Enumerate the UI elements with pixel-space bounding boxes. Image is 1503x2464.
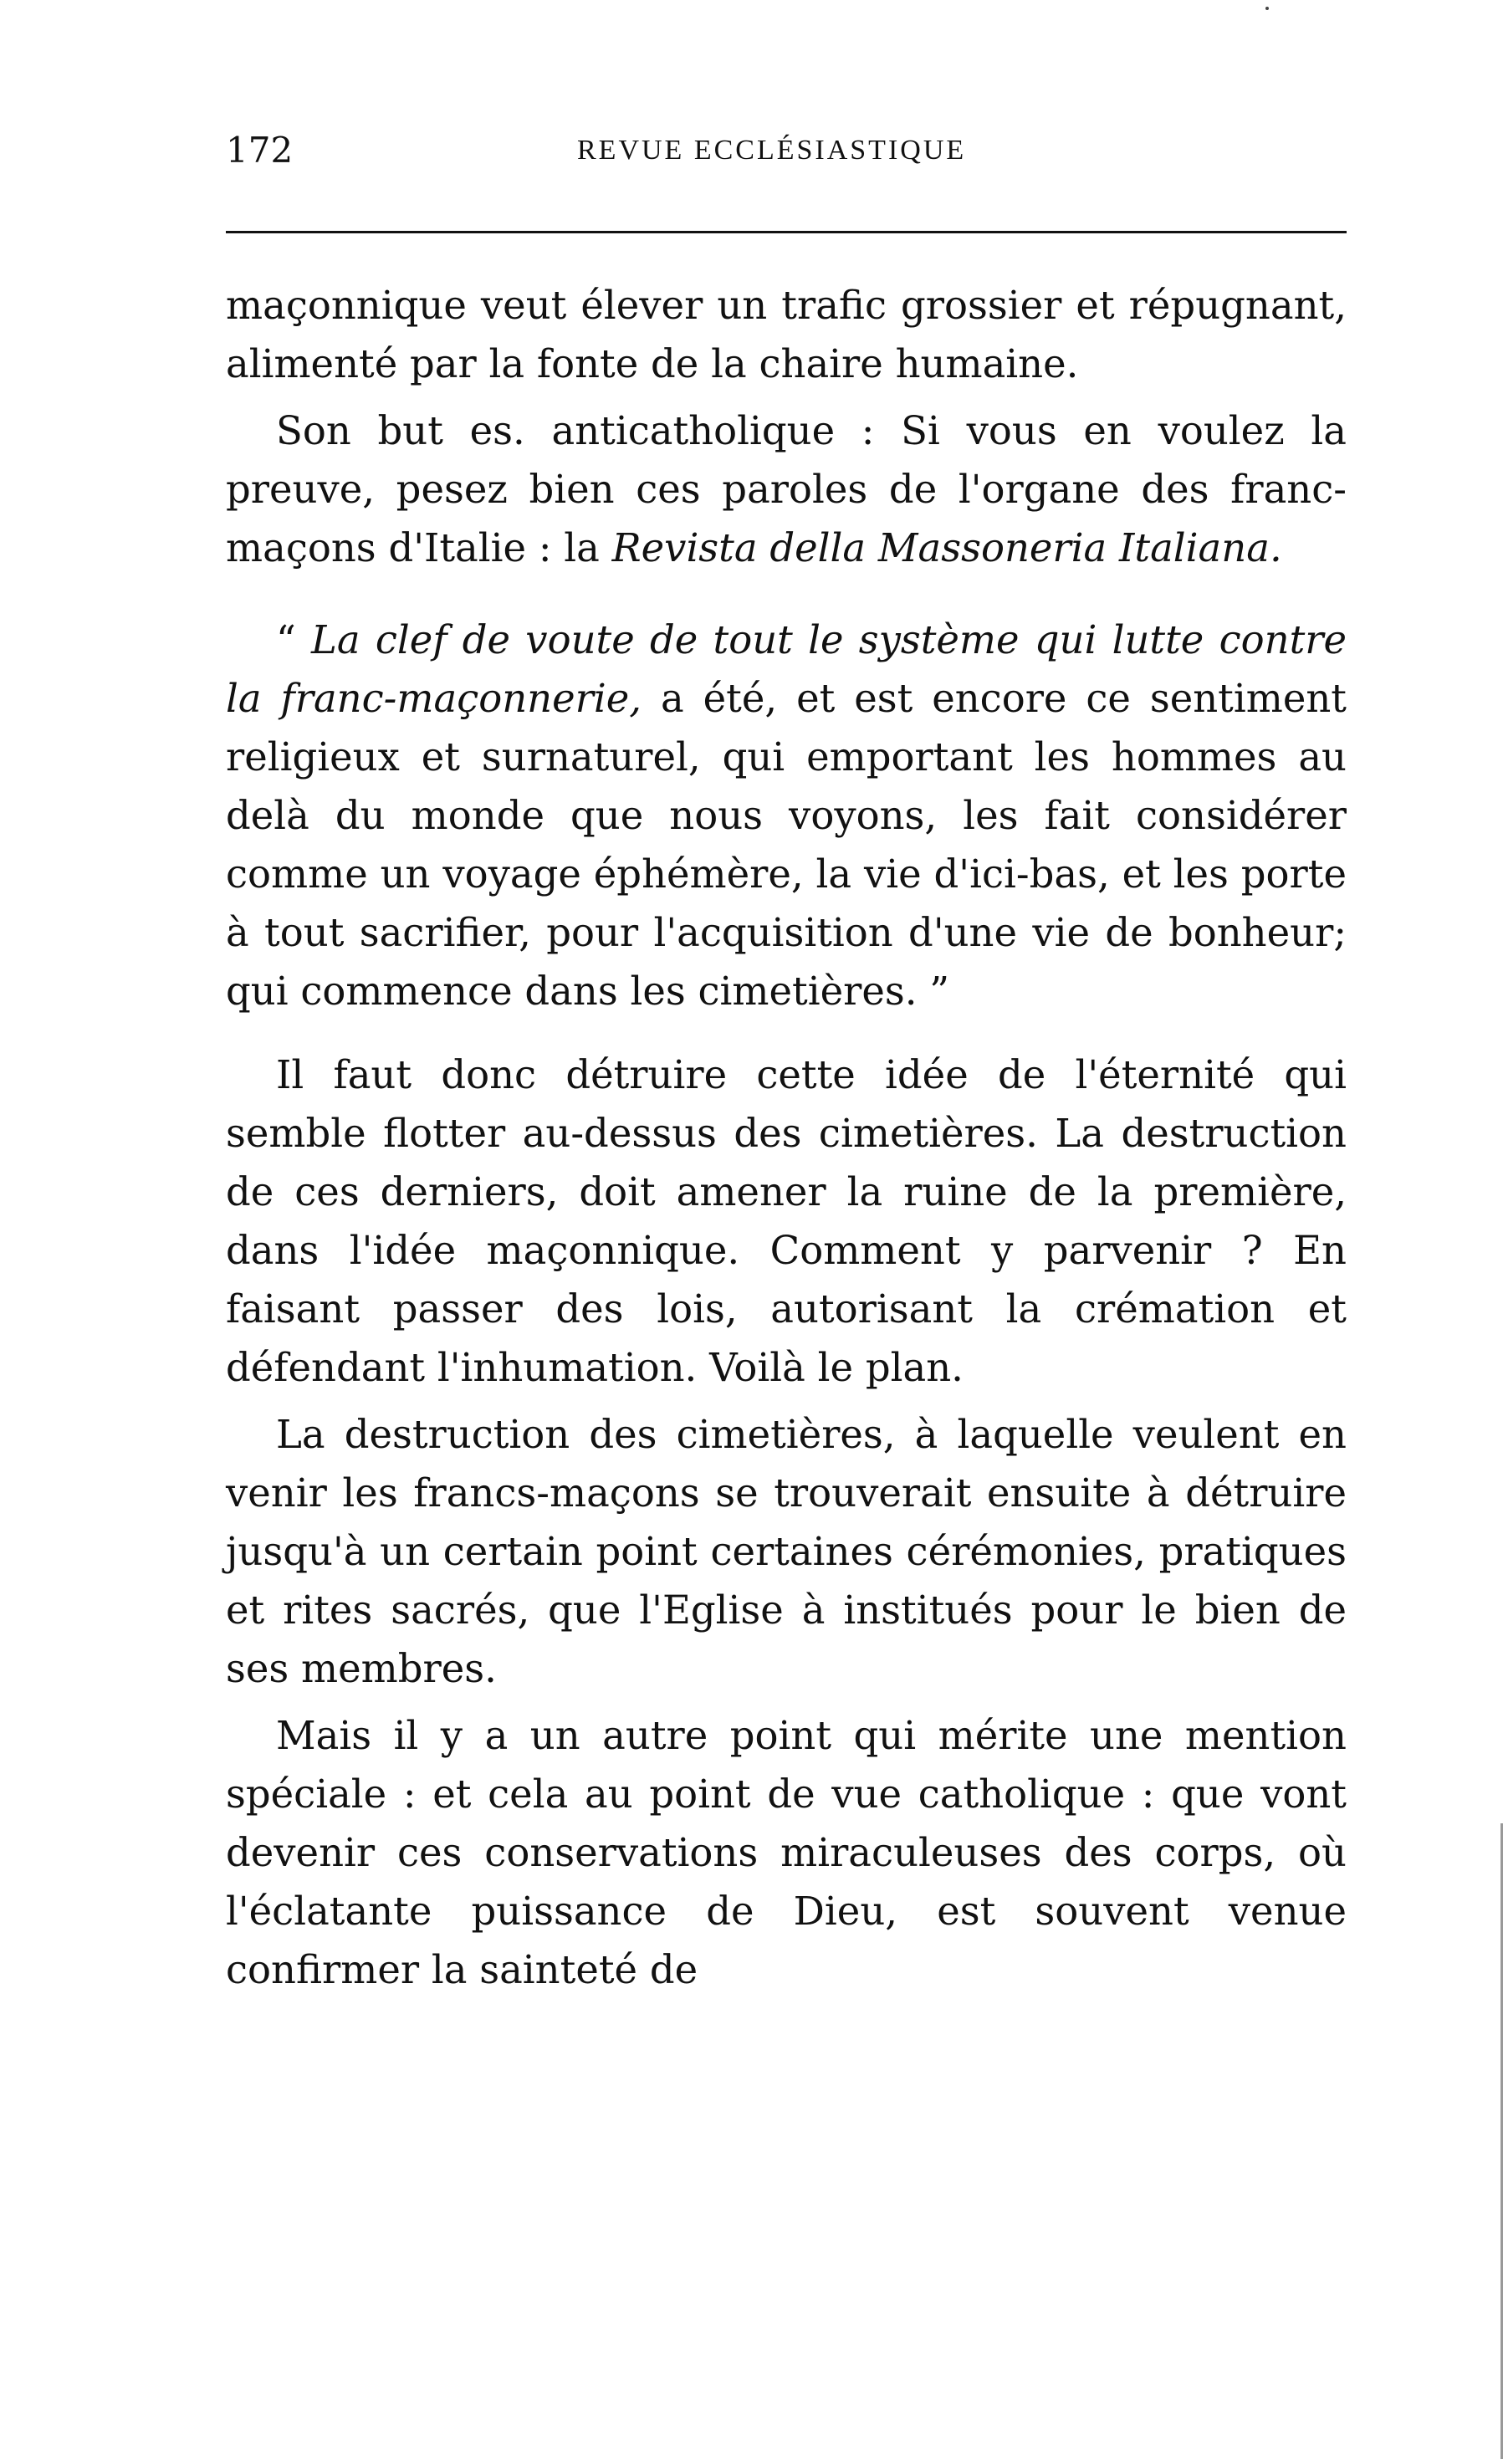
paragraph bbox=[226, 1045, 1347, 1397]
header-rule bbox=[226, 231, 1347, 233]
scan-mark bbox=[1265, 7, 1269, 10]
paragraph bbox=[226, 276, 1347, 393]
paragraph-text: Mais il y a un autre point qui mérite une mention spéciale : et cela au point de vue catholique : que vont devenir ces conservations miraculeuses des corps, où l'éclatante puissance de Dieu, est souvent venue confirmer la sainteté de bbox=[226, 1713, 1347, 1992]
quotation bbox=[226, 611, 1347, 1020]
open-quote: “ bbox=[276, 617, 312, 662]
paragraph bbox=[226, 1706, 1347, 1999]
paragraph-text: Son but es. anticatholique : Si vous en voulez la preuve, pesez bien ces paroles de l'organe des franc-maçons d'Italie : la bbox=[226, 408, 1347, 570]
quotation-italic: La clef de voute de tout le système qui lutte contre la franc-maçonnerie, bbox=[226, 617, 1347, 721]
paragraph bbox=[226, 1405, 1347, 1698]
page-number: 172 bbox=[226, 130, 294, 171]
paragraph-text: Il faut donc détruire cette idée de l'éternité qui semble flotter au-dessus des cimetières. La destruction de ces derniers, doit amener la ruine de la première, dans l'idée maçonnique. Comment y parvenir ? En faisant passer des lois, autorisant la crémation et défendant l'inhumation. Voilà le plan. bbox=[226, 1052, 1347, 1390]
paragraph-text: maçonnique veut élever un trafic grossier et répugnant, alimenté par la fonte de la chaire humaine. bbox=[226, 283, 1347, 386]
paragraph bbox=[226, 401, 1347, 577]
paragraph-text: La destruction des cimetières, à laquelle veulent en venir les francs-maçons se trouverait ensuite à détruire jusqu'à un certain point certaines cérémonies, pratiques et rites sacrés, que l'Eglise à institués pour le bien de ses membres. bbox=[226, 1412, 1347, 1691]
quotation-text: a été, et est encore ce sentiment religieux et surnaturel, qui emportant les hommes au delà du monde que nous voyons, les fait considérer comme un voyage éphémère, la vie d'ici-bas, et les porte à tout sacrifier, pour l'acquisition d'une vie de bonheur; qui commence dans les cimetières. ” bbox=[226, 676, 1347, 1014]
body-text bbox=[226, 276, 1347, 1999]
journal-title: Revista della Massoneria Italiana. bbox=[611, 525, 1282, 570]
running-head: REVUE ECCLÉSIASTIQUE bbox=[577, 135, 967, 166]
page-header bbox=[226, 125, 1347, 176]
